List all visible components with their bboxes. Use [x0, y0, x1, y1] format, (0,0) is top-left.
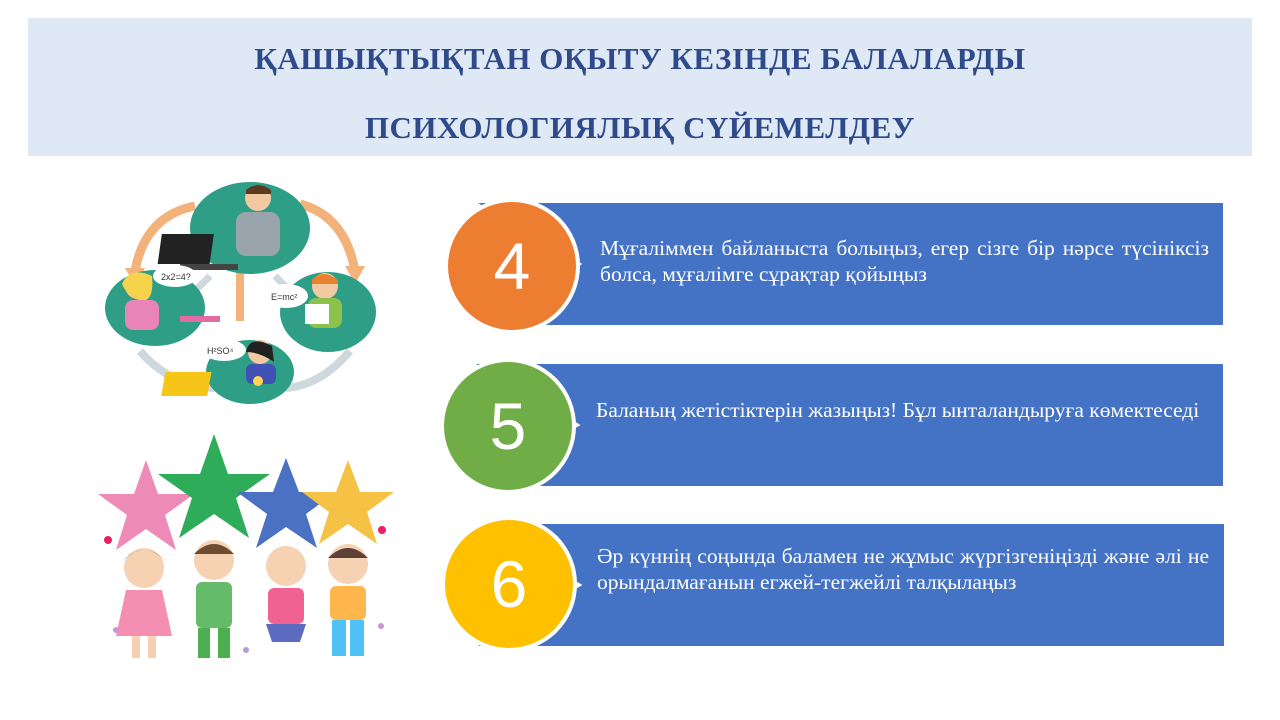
- formula-text: H²SO⁴: [207, 346, 234, 356]
- kid-shirt: [330, 586, 366, 620]
- kid-dress: [116, 590, 172, 636]
- teacher-body: [236, 212, 280, 256]
- formula-text: 2x2=4?: [161, 272, 191, 282]
- step-number-badge: 4: [448, 202, 576, 330]
- kid-head: [266, 546, 306, 586]
- step-number-badge: 5: [444, 362, 572, 490]
- distance-learning-illustration: [100, 176, 380, 406]
- kids-with-stars-illustration: [96, 430, 396, 666]
- slide-title-line-1: ҚАШЫҚТЫҚТАН ОҚЫТУ КЕЗІНДЕ БАЛАЛАРДЫ: [254, 41, 1026, 76]
- formula-text: E=mc²: [271, 292, 298, 302]
- step-text: Баланың жетістіктерін жазыңыз! Бұл ынталандыруға көмектеседі: [596, 398, 1200, 422]
- star-green: [158, 434, 270, 538]
- step-number-badge: 6: [445, 520, 573, 648]
- slide-title-line-2: ПСИХОЛОГИЯЛЫҚ СҮЙЕМЕЛДЕУ: [364, 110, 916, 145]
- kid-head: [124, 548, 164, 588]
- teacher-laptop: [158, 234, 214, 264]
- step-banner: [476, 364, 1223, 486]
- step-text: Мұғаліммен байланыста болыңыз, егер сізге бір нәрсе түсініксіз болса, мұғалімге сұрақтар қойыңыз: [600, 236, 1209, 286]
- kid-shirt: [268, 588, 304, 624]
- kid-overalls: [196, 582, 232, 628]
- cycle-arrow: [285, 351, 350, 388]
- title-band: [28, 18, 1252, 156]
- step-text: Әр күннің соңында баламен не жұмыс жүргізгеніңізді және әлі не орындалмағанын егжей-тегжейлі талқылаңыз: [597, 544, 1209, 594]
